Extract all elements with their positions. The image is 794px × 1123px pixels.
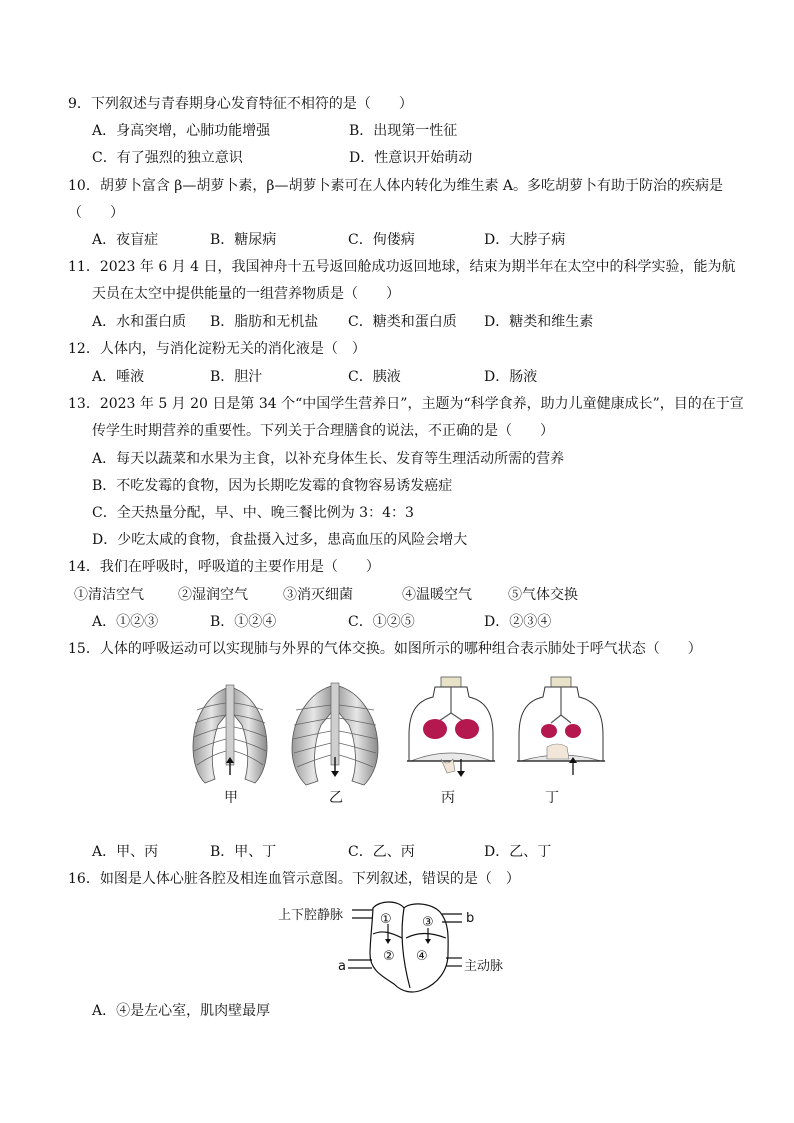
ribcage-yi-icon	[292, 683, 378, 785]
q12-option-a: A．唾液	[92, 369, 145, 385]
q10-stem: 10．胡萝卜富含 β—胡萝卜素，β—胡萝卜素可在人体内转化为维生素 A。多吃胡萝卜有助于防治的疾病是	[68, 178, 724, 194]
q13-stem-cont: 传学生时期营养的重要性。下列关于合理膳食的说法，不正确的是（ ）	[92, 423, 554, 439]
q15-stem: 15．人体的呼吸运动可以实现肺与外界的气体交换。如图所示的哪种组合表示肺处于呼气状态（ ）	[68, 641, 702, 657]
q11-option-b: B．脂肪和无机盐	[210, 314, 319, 330]
figure-label-ding: 丁	[545, 790, 559, 806]
breathing-figure	[185, 675, 605, 795]
figure-label-bing: 丙	[441, 790, 455, 806]
q11-option-c: C．糖类和蛋白质	[348, 314, 457, 330]
q15-option-a: A．甲、丙	[92, 844, 159, 860]
q11-stem: 11．2023 年 6 月 4 日，我国神舟十五号返回舱成功返回地球，结束为期半年在太空中的科学实验，能为航	[68, 259, 736, 275]
q14-item-4: ④温暖空气	[402, 587, 472, 603]
label-chamber-4: ④	[416, 949, 428, 964]
q16-option-a: A．④是左心室，肌肉壁最厚	[92, 1003, 271, 1019]
figure-label-jia: 甲	[224, 790, 238, 806]
q13-option-d: D．少吃太咸的食物，食盐摄入过多，患高血压的风险会增大	[92, 532, 468, 548]
q14-item-5: ⑤气体交换	[508, 587, 578, 603]
label-aorta: 主动脉	[464, 959, 504, 974]
label-a: a	[338, 959, 346, 974]
q11-option-a: A．水和蛋白质	[92, 314, 187, 330]
q14-stem: 14．我们在呼吸时，呼吸道的主要作用是（ ）	[68, 559, 380, 575]
q11-stem-cont: 天员在太空中提供能量的一组营养物质是（ ）	[92, 286, 400, 302]
q13-option-c: C．全天热量分配，早、中、晚三餐比例为 3：4：3	[92, 505, 414, 521]
label-chamber-2: ②	[383, 949, 395, 964]
q12-option-c: C．胰液	[348, 369, 401, 385]
q15-option-b: B．甲、丁	[210, 844, 277, 860]
q10-option-d: D．大脖子病	[484, 232, 566, 248]
q10-option-b: B．糖尿病	[210, 232, 277, 248]
bell-jar-bing-icon	[407, 677, 495, 777]
label-b: b	[466, 911, 475, 926]
q14-item-3: ③消灭细菌	[283, 587, 353, 603]
q13-option-b: B．不吃发霉的食物，因为长期吃发霉的食物容易诱发癌症	[92, 478, 453, 494]
q9-option-c: C．有了强烈的独立意识	[92, 150, 243, 166]
q10-option-a: A．夜盲症	[92, 232, 159, 248]
q12-stem: 12．人体内，与消化淀粉无关的消化液是（ ）	[68, 341, 366, 357]
label-chamber-1: ①	[380, 912, 392, 927]
heart-diagram	[270, 898, 520, 996]
q9-option-b: B．出现第一性征	[349, 123, 458, 139]
q16-stem: 16．如图是人体心脏各腔及相连血管示意图。下列叙述，错误的是（ ）	[68, 871, 520, 887]
label-vena-cava: 上下腔静脉	[278, 908, 344, 923]
q14-item-1: ①清洁空气	[74, 587, 144, 603]
q13-stem: 13．2023 年 5 月 20 日是第 34 个“中国学生营养日”，主题为“科学食养，助力儿童健康成长”，目的在于宣	[68, 396, 744, 412]
q9-stem: 9．下列叙述与青春期身心发育特征不相符的是（ ）	[68, 96, 413, 112]
q14-item-2: ②湿润空气	[178, 587, 248, 603]
q11-option-d: D．糖类和维生素	[484, 314, 594, 330]
q10-option-c: C．佝偻病	[348, 232, 415, 248]
q9-option-d: D．性意识开始萌动	[349, 150, 473, 166]
figure-label-yi: 乙	[329, 790, 343, 806]
q12-option-d: D．肠液	[484, 369, 538, 385]
q14-option-d: D．②③④	[484, 614, 552, 630]
q15-option-d: D．乙、丁	[484, 844, 552, 860]
q10-stem-cont: （ ）	[68, 205, 124, 221]
q9-option-a: A．身高突增，心肺功能增强	[92, 123, 271, 139]
q15-option-c: C．乙、丙	[348, 844, 415, 860]
q14-option-b: B．①②④	[210, 614, 277, 630]
ribcage-jia-icon	[193, 685, 267, 783]
q14-option-c: C．①②⑤	[348, 614, 415, 630]
label-chamber-3: ③	[422, 915, 434, 930]
q14-option-a: A．①②③	[92, 614, 159, 630]
q12-option-b: B．胆汁	[210, 369, 263, 385]
bell-jar-ding-icon	[517, 677, 605, 775]
q13-option-a: A．每天以蔬菜和水果为主食，以补充身体生长、发育等生理活动所需的营养	[92, 451, 565, 467]
